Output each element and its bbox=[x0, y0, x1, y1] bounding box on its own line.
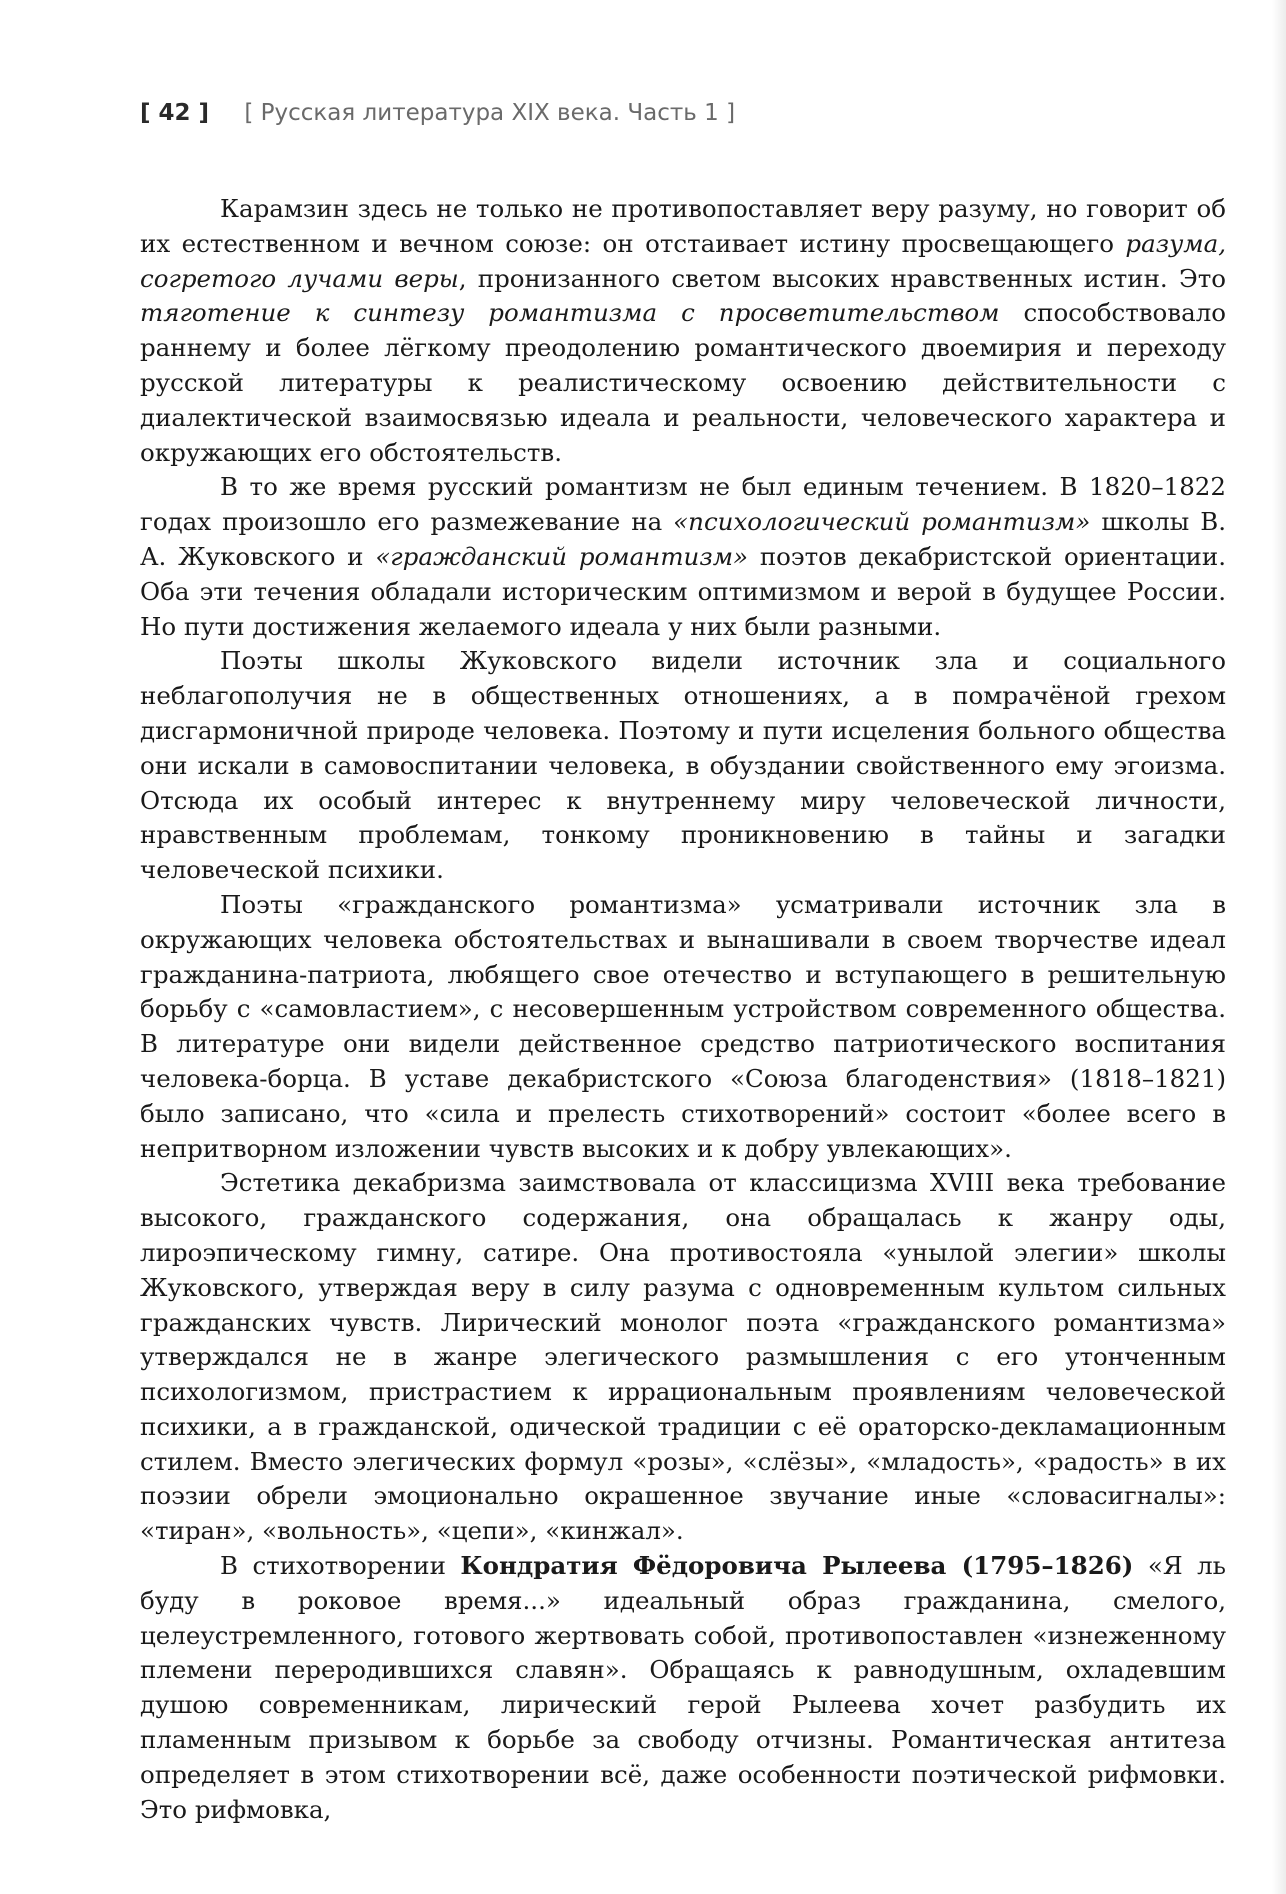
paragraph-5: Эстетика декабризма заимствовала от классицизма XVIII века требование высокого, гражданского содержания, она обращалась к жанру оды, лироэпическому гимну, сатире. Она противостояла «унылой элегии» школы Жуковского, утверждая веру в силу разума с одновременным культом сильных гражданских чувств. Лирический монолог поэта «гражданского романтизма» утверждался не в жанре элегического размышления с его утонченным психологизмом, пристрастием к иррациональным проявлениям человеческой психики, а в гражданской, одической традиции с её ораторско-декламационным стилем. Вместо элегических формул «розы», «слёзы», «младость», «радость» в их поэзии обрели эмоционально окрашенное звучание иные «словасигналы»: «тиран», «вольность», «цепи», «кинжал». bbox=[140, 1168, 1226, 1546]
paragraph-1-text-b: , пронизанного светом высоких нравственных истин. Это bbox=[458, 263, 1226, 293]
paragraph-2-text-b: школы В. А. Жуковского и bbox=[140, 507, 1227, 571]
paragraph-4: Поэты «гражданского романтизма» усматривали источник зла в окружающих человека обстоятельствах и вынашивали в своем творчестве идеал гражданина-патриота, любящего свое отечество и вступающего в решительную борьбу с «самовластием», с несовершенным устройством современного общества. В литературе они видели действенное средство патриотического воспитания человека-борца. В уставе декабристского «Союза благоденствия» (1818–1821) было записано, что «сила и прелесть стихотворений» состоит «более всего в непритворном изложении чувств высоких и к добру увлекающих». bbox=[140, 889, 1226, 1163]
paragraph-6-text-b: «Я ль буду в роковое время...» идеальный образ гражданина, смелого, целеустремленного, готового жертвовать собой, противопоставлен «изнеженному племени переродившихся славян». Обращаясь к равнодушным, охладевшим душою современникам, лирический герой Рылеева хочет разбудить их пламенным призывом к борьбе за свободу отчизны. Романтическая антитеза определяет в этом стихотворении всё, даже особенности поэтической рифмовки. Это рифмовка, bbox=[140, 1551, 1226, 1824]
paragraph-2-text-a: В то же время русский романтизм не был единым течением. В 1820–1822 годах произошло его размежевание на bbox=[140, 472, 1226, 537]
paragraph-3: Поэты школы Жуковского видели источник зла и социального неблагополучия не в общественных отношениях, а в помрачёной грехом дисгармоничной природе человека. Поэтому и пути исцеления больного общества они искали в самовоспитании человека, в обуздании свойственного ему эгоизма. Отсюда их особый интерес к внутреннему миру человеческой личности, нравственным проблемам, тонкому проникновению в тайны и загадки человеческой психики. bbox=[140, 646, 1226, 885]
page-edge-shadow bbox=[1272, 0, 1286, 1894]
paragraph-1-italic-a: разума, согретого лучами веры bbox=[140, 228, 1226, 293]
paragraph-2-italic-a: «психологический романтизм» bbox=[673, 507, 1091, 537]
paragraph-2 bbox=[140, 470, 1226, 644]
paragraph-1-text-a: Карамзин здесь не только не противопоставляет веру разуму, но говорит об их естественном и вечном союзе: он отстаивает истину просвещающего bbox=[140, 194, 1226, 258]
paragraph-1 bbox=[140, 192, 1226, 470]
paragraph-2-text-c: поэтов декабристской ориентации. Оба эти течения обладали историческим оптимизмом и верой в будущее России. Но пути достижения желаемого идеала у них были разными. bbox=[140, 541, 1226, 641]
paragraph-2-italic-b: «гражданский романтизм» bbox=[375, 541, 748, 571]
body-text bbox=[140, 192, 1226, 1827]
paragraph-1-text-c: способствовало раннему и более лёгкому преодолению романтического двоемирия и переходу русской литературы к реалистическому освоению действительности с диалектической взаимосвязью идеала и реальности, человеческого характера и окружающих его обстоятельств. bbox=[140, 298, 1227, 467]
paragraph-6-text-a: В стихотворении bbox=[220, 1551, 461, 1581]
running-head-title: [ Русская литература XIX века. Часть 1 ] bbox=[244, 100, 736, 126]
paragraph-6-bold-name: Кондратия Фёдоровича Рылеева (1795–1826) bbox=[460, 1551, 1134, 1581]
paragraph-6 bbox=[140, 1549, 1226, 1827]
running-head bbox=[140, 100, 735, 126]
page-number: [ 42 ] bbox=[140, 100, 210, 126]
paragraph-1-italic-b: тяготение к синтезу романтизма с просветительством bbox=[140, 298, 1000, 328]
